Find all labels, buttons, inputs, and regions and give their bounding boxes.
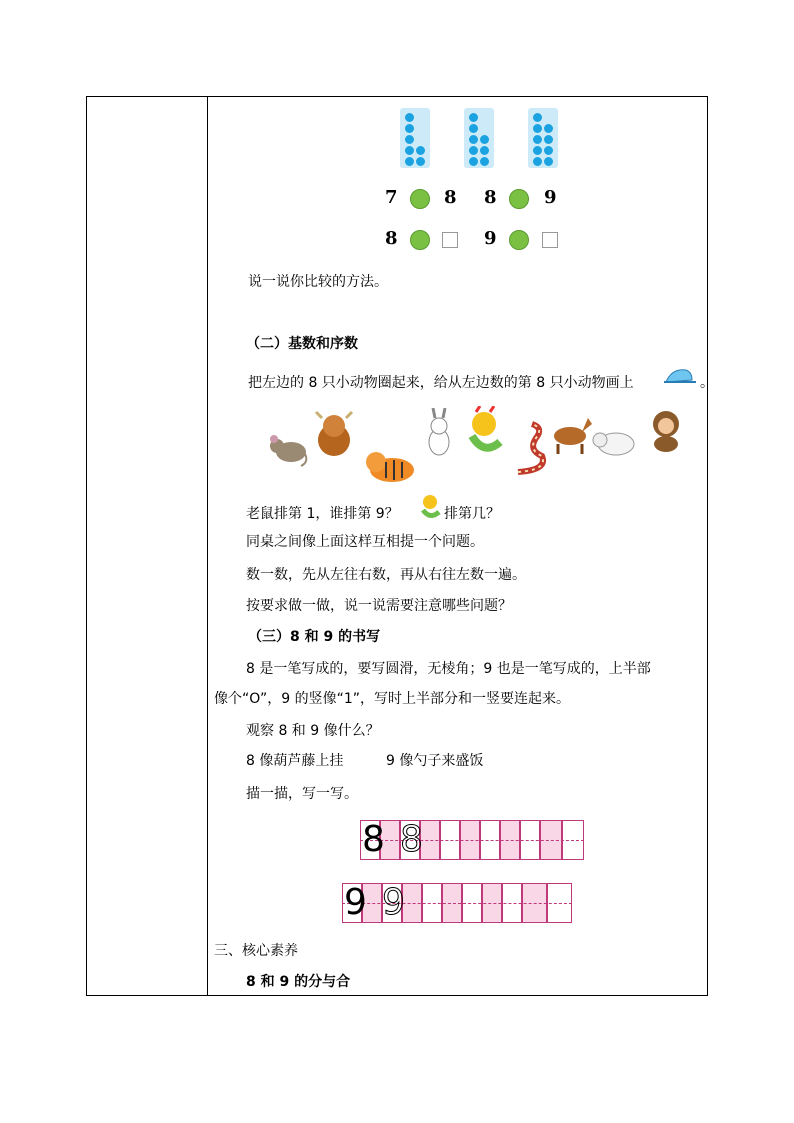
tiger-icon bbox=[362, 448, 418, 486]
answer-box[interactable] bbox=[442, 232, 458, 248]
prompt-text: 按要求做一做，说一说需要注意哪些问题？ bbox=[246, 598, 512, 614]
dot bbox=[544, 157, 553, 166]
dot bbox=[469, 124, 478, 133]
dot bbox=[469, 135, 478, 144]
center-dashed-line bbox=[360, 840, 584, 841]
compare-left: 7 bbox=[385, 187, 398, 208]
prompt-text: 同桌之间像上面这样互相提一个问题。 bbox=[246, 534, 484, 550]
sheep-icon bbox=[592, 428, 638, 460]
trace-text: 描一描，写一写。 bbox=[246, 786, 358, 802]
dot bbox=[405, 135, 414, 144]
question-text: 排第几？ bbox=[444, 506, 500, 522]
question-text: 老鼠排第 1，谁排第 9？ bbox=[246, 506, 399, 522]
compare-left: 8 bbox=[385, 228, 398, 249]
dot bbox=[480, 146, 489, 155]
dot bbox=[533, 157, 542, 166]
paragraph: 8 是一笔写成的，要写圆滑，无棱角；9 也是一笔写成的，上半部 bbox=[246, 661, 651, 677]
answer-box[interactable] bbox=[542, 232, 558, 248]
rabbit-icon bbox=[424, 408, 454, 458]
dot bbox=[533, 146, 542, 155]
dot bbox=[416, 146, 425, 155]
dot bbox=[469, 113, 478, 122]
dot bbox=[405, 124, 414, 133]
instruction-text: 把左边的 8 只小动物圈起来，给从左边数的第 8 只小动物画上 bbox=[248, 375, 634, 391]
compare-circle[interactable] bbox=[410, 230, 430, 250]
compare-right: 9 bbox=[544, 187, 557, 208]
dot bbox=[405, 113, 414, 122]
dot bbox=[533, 113, 542, 122]
compare-left: 9 bbox=[484, 228, 497, 249]
horse-icon bbox=[548, 414, 592, 454]
mnemonic-9: 9 像勺子来盛饭 bbox=[386, 753, 484, 769]
trace-digit-9: 9 bbox=[382, 882, 405, 923]
dot bbox=[469, 157, 478, 166]
cap-icon bbox=[662, 366, 698, 388]
mouse-icon bbox=[265, 430, 310, 468]
method-text: 说一说你比较的方法。 bbox=[248, 274, 388, 290]
dot bbox=[405, 157, 414, 166]
dot bbox=[469, 146, 478, 155]
center-dashed-line bbox=[342, 903, 572, 904]
compare-circle[interactable] bbox=[509, 230, 529, 250]
subheading: 8 和 9 的分与合 bbox=[246, 974, 351, 990]
monkey-icon bbox=[644, 406, 688, 452]
prompt-text: 数一数，先从左往右数，再从右往左数一遍。 bbox=[246, 567, 526, 583]
writing-grid-8[interactable] bbox=[360, 820, 584, 860]
observe-text: 观察 8 和 9 像什么？ bbox=[246, 723, 380, 739]
model-digit-8: 8 bbox=[362, 819, 385, 860]
dot bbox=[480, 157, 489, 166]
dragon-icon bbox=[417, 492, 443, 520]
dot-card-7 bbox=[400, 108, 430, 168]
compare-right: 8 bbox=[444, 187, 457, 208]
dot bbox=[480, 135, 489, 144]
dot bbox=[533, 135, 542, 144]
dot bbox=[544, 124, 553, 133]
mnemonic-8: 8 像葫芦藤上挂 bbox=[246, 753, 344, 769]
compare-circle[interactable] bbox=[410, 189, 430, 209]
paragraph: 像个“O”，9 的竖像“1”，写时上半部分和一竖要连起来。 bbox=[214, 691, 571, 707]
dot bbox=[544, 146, 553, 155]
column-divider bbox=[207, 97, 208, 995]
compare-circle[interactable] bbox=[509, 189, 529, 209]
section-heading: （二）基数和序数 bbox=[246, 336, 358, 352]
trace-digit-8: 8 bbox=[400, 819, 423, 860]
dot bbox=[405, 146, 414, 155]
dot-card-8 bbox=[464, 108, 494, 168]
ox-icon bbox=[312, 410, 356, 462]
dot bbox=[544, 135, 553, 144]
instruction-end: 。 bbox=[700, 375, 714, 391]
section-heading: 三、核心素养 bbox=[214, 943, 298, 959]
dot bbox=[533, 124, 542, 133]
writing-grid-9[interactable] bbox=[342, 883, 572, 923]
compare-left: 8 bbox=[484, 187, 497, 208]
model-digit-9: 9 bbox=[344, 882, 367, 923]
dot bbox=[416, 157, 425, 166]
dragon-icon bbox=[462, 406, 508, 458]
dot-card-9 bbox=[528, 108, 558, 168]
section-heading: （三）8 和 9 的书写 bbox=[248, 629, 381, 645]
